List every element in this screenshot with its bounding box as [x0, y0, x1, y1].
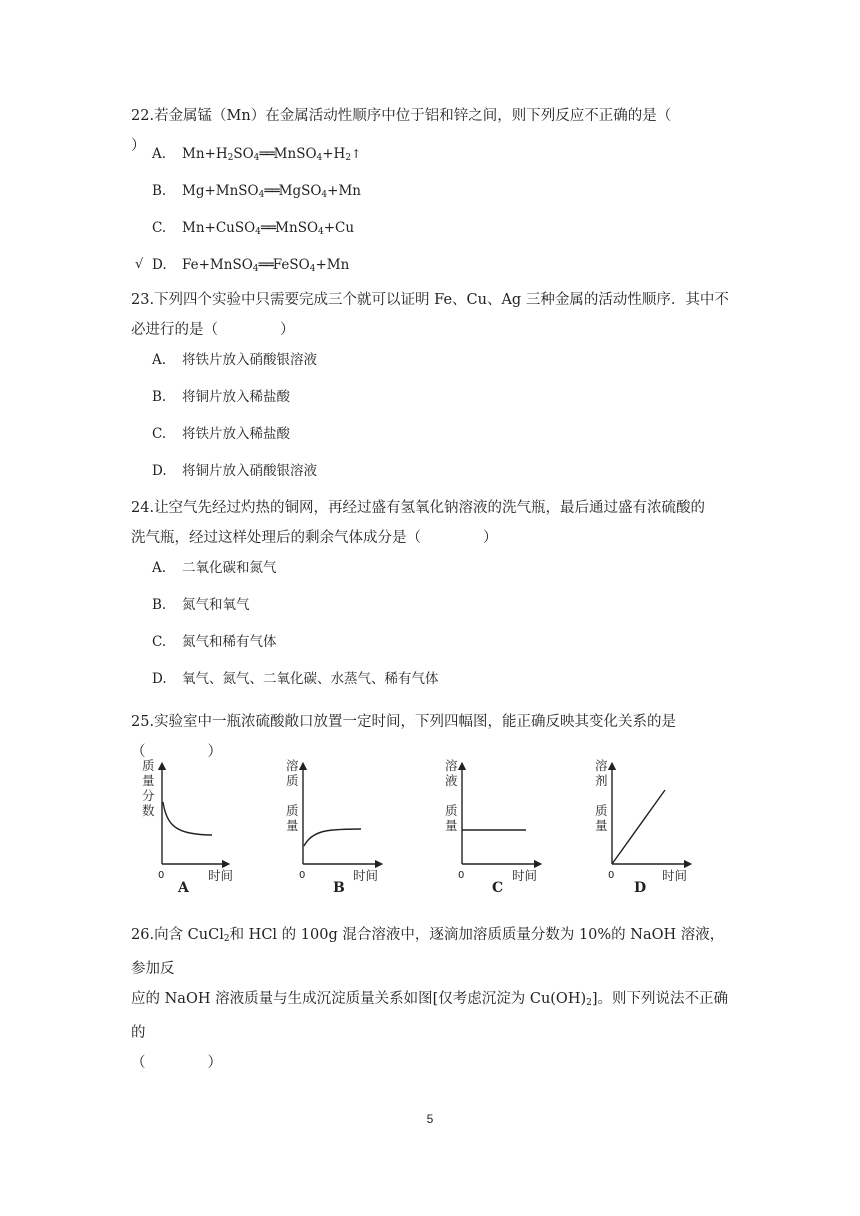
graph-d-svg [592, 758, 692, 896]
option-22-b: B. Mg+MnSO$_4$══MgSO$_4$+Mn [152, 183, 361, 200]
y-label-char: 质 [286, 773, 299, 788]
y-label-char: 质 [445, 803, 458, 818]
option-22-a: A. $Mn+H_2SO_4══MnSO_4+H_2↑$ [152, 146, 362, 163]
curve-d [612, 790, 665, 864]
x-label: 时间 [353, 868, 379, 883]
graph-label: C [492, 880, 504, 896]
answer-check-mark: √ [135, 257, 144, 272]
graph-c [442, 758, 542, 896]
option-24-d: D. 氧气、氮气、二氧化碳、水蒸气、稀有气体 [152, 671, 439, 687]
y-label-char: 分 [142, 788, 155, 803]
y-label-char: 质 [142, 758, 155, 773]
page-number: 5 [426, 1112, 434, 1126]
origin-label: 0 [458, 870, 465, 881]
y-label-char: 溶 [595, 758, 608, 773]
curve-a [163, 802, 212, 835]
y-label-char: 溶 [286, 758, 299, 773]
y-label-char: 量 [445, 818, 458, 833]
y-label-char: 溶 [445, 758, 458, 773]
y-label-char: 质 [595, 803, 608, 818]
option-24-b: B. 氮气和氧气 [152, 597, 250, 613]
x-label: 时间 [512, 868, 538, 883]
question-25: 25.实验室中一瓶浓硫酸敞口放置一定时间，下列四幅图，能正确反映其变化关系的是 （ ） [131, 714, 677, 760]
y-label-char: 剂 [595, 773, 608, 788]
option-24-c: C. 氮气和稀有气体 [152, 634, 277, 650]
y-label-char: 液 [445, 773, 458, 788]
y-label-char: 数 [142, 803, 155, 818]
y-label-char: 量 [286, 818, 299, 833]
option-23-b: B. 将铜片放入稀盐酸 [152, 389, 290, 405]
y-label-char: 量 [595, 818, 608, 833]
graph-b-svg [283, 758, 383, 896]
option-23-a: A. 将铁片放入硝酸银溶液 [152, 352, 317, 368]
question-23: 23.下列四个实验中只需要完成三个就可以证明 Fe、Cu、Ag 三种金属的活动性顺序．其中不 必进行的是（ ） [131, 292, 729, 338]
origin-label: 0 [299, 870, 306, 881]
option-22-d: D. Fe+MnSO$_4$══FeSO$_4$+Mn [152, 257, 350, 274]
graph-d [592, 758, 692, 896]
graph-c-svg [442, 758, 542, 896]
graph-label: D [634, 880, 647, 896]
graph-a-svg [130, 758, 234, 896]
question-24: 24.让空气先经过灼热的铜网，再经过盛有氢氧化钠溶液的洗气瓶，最后通过盛有浓硫酸的 洗气瓶，经过这样处理后的剩余气体成分是（ ） [131, 500, 706, 546]
graph-label: B [333, 880, 345, 896]
x-label: 时间 [662, 868, 688, 883]
question-22: 22.若金属锰（Mn）在金属活动性顺序中位于铝和锌之间，则下列反应不正确的是（） [131, 108, 672, 154]
graph-a [130, 758, 234, 896]
question-26: 26.向含 CuCl$_2$和 HCl 的 100g 混合溶液中，逐滴加溶质质量分数为 10%的 NaOH 溶液，参加反 应的 NaOH 溶液质量与生成沉淀质量关系如图[仅考虑沉淀为 $Cu(OH)_2$]。则下列说法不正确的 （ ） [131, 927, 729, 1071]
curve-b [304, 829, 361, 846]
option-23-c: C. 将铁片放入稀盐酸 [152, 426, 290, 442]
graph-b [283, 758, 383, 896]
option-24-a: A. 二氧化碳和氮气 [152, 560, 277, 576]
option-22-c: C. Mn+CuSO$_4$══MnSO$_4$+Cu [152, 220, 355, 237]
origin-label: 0 [608, 870, 615, 881]
y-label-char: 量 [142, 773, 155, 788]
x-label: 时间 [208, 868, 234, 883]
origin-label: 0 [158, 870, 165, 881]
y-label-char: 质 [286, 803, 299, 818]
option-23-d: D. 将铜片放入硝酸银溶液 [152, 463, 317, 479]
graph-label: A [178, 880, 189, 896]
